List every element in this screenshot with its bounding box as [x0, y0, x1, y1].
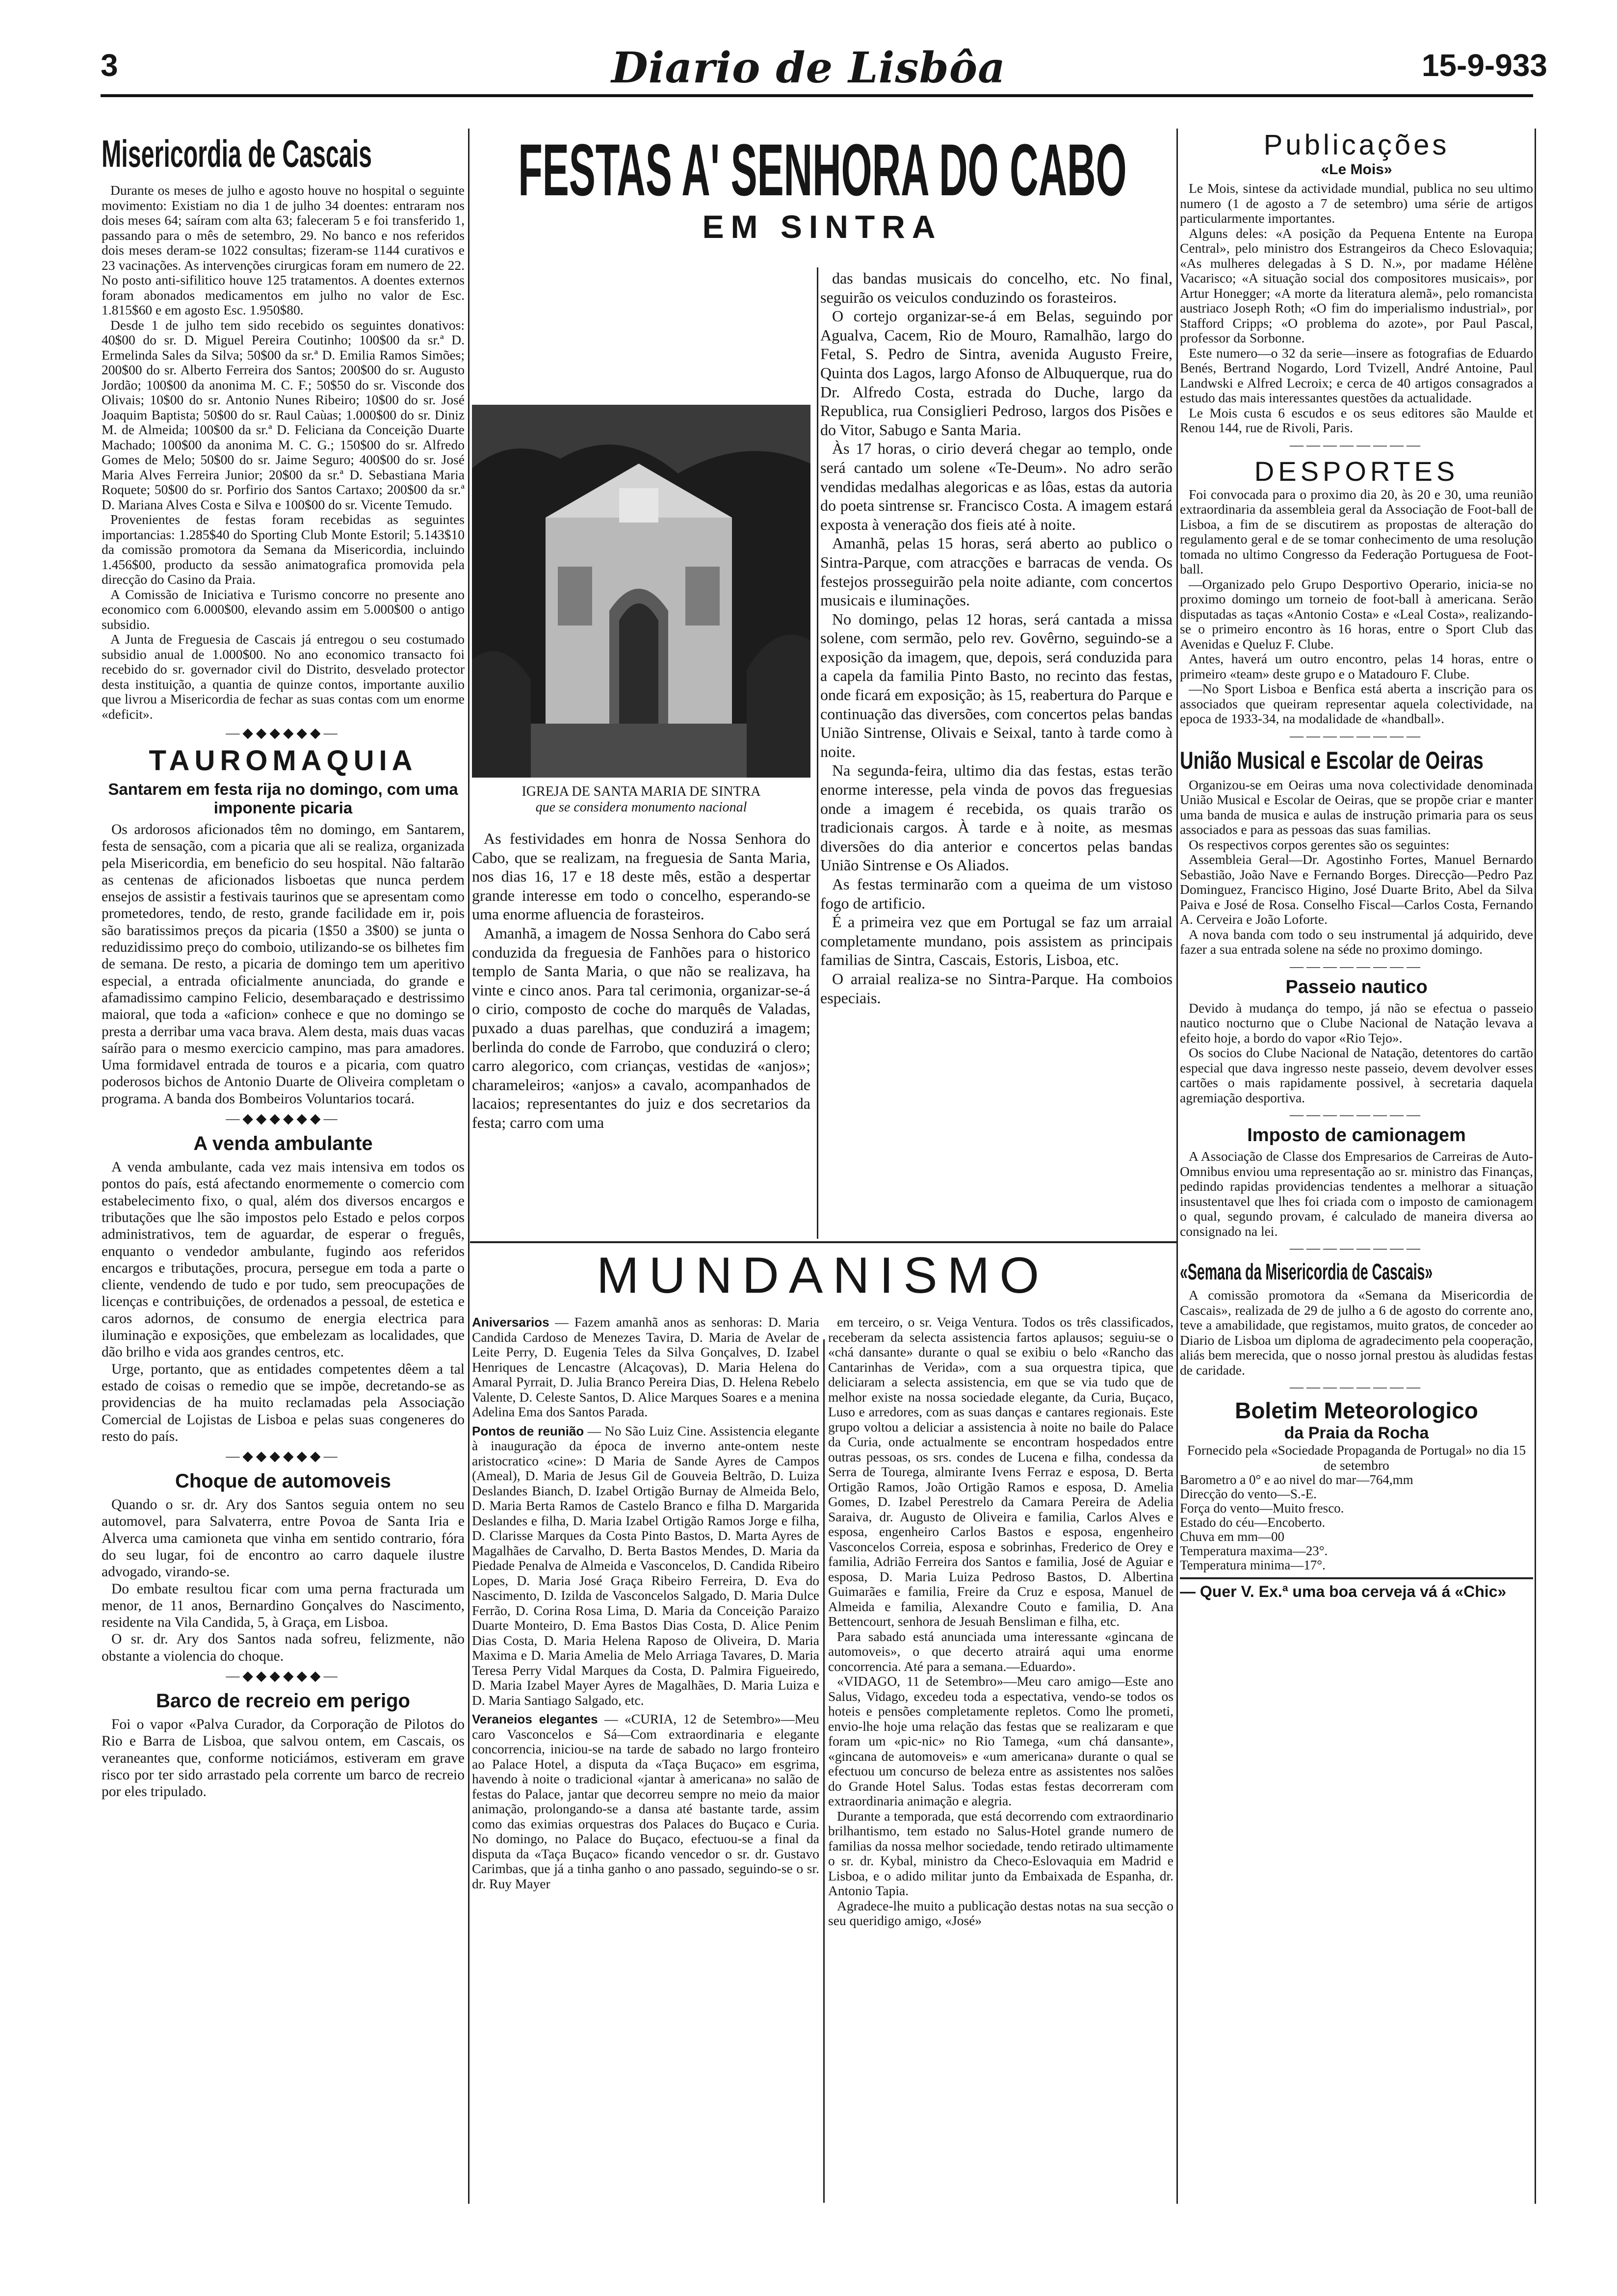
caption-title: IGREJA DE SANTA MARIA DE SINTRA	[522, 784, 761, 799]
article-paragraph: Urge, portanto, que as entidades competentes dêem a tal estado de coisas o remedio que se impõe, decretando-se as providencias de ha muito reclamadas pela Associação Comercial de Lojistas de Lisboa e pelas suas congeneres do resto do país.	[102, 1361, 465, 1444]
ornament-divider: ————————	[1290, 1380, 1423, 1395]
article-paragraph: Na segunda-feira, ultimo dia das festas, estas terão enorme interesse, pela vinda de povos das freguesias onde a imagem é recebida, os quais trarão os tradicionais cargos. À tarde e à noite, as mesmas diversões do dia anterior e concertos pelas bandas União Sintrense e Os Aliados.	[820, 761, 1173, 874]
article-paragraph: Le Mois, sintese da actividade mundial, publica no seu ultimo numero (1 de agosto a 7 de setembro) uma série de artigos particularmente importantes.	[1180, 181, 1533, 226]
mundanismo-item-head: Veraneios elegantes	[472, 1712, 598, 1726]
article-paragraph: As festas terminarão com a queima de um vistoso fogo de artificio.	[820, 875, 1173, 912]
photo-caption	[472, 784, 810, 815]
column-right	[1180, 129, 1533, 2204]
mundanismo-item-text: No São Luiz Cine. Assistencia elegante à inauguração da época de inverno ante-ontem neste aristocratico «cine»: D Maria de Sande Ayres de Campos (Ameal), D. Maria de Jesus Gil de Gouveia Beltrão, D. Luiza Deslandes Bianch, D. Izabel Ortigão Burnay de Almeida Belo, D. Maria Berta Ramos de Castelo Branco e filha D. Margarida Deslandes e filha, D. Maria Izabel Ortigão Ramos Jorge e filha, D. Clarisse Marques da Costa Pinto Bastos, D. Marta Ayres de Magalhães de Carvalho, D. Berta Bastos Mendes, D. Maria da Piedade Penalva de Almeida e Vasconcelos, D. Candida Ribeiro Lopes, D. Maria José Graça Ribeiro Ferreira, D. Eva do Nascimento, D. Izilda de Vasconcelos Salgado, D. Maria Dulce Ferrão, D. Corina Rosa Lima, D. Maria da Conceição Paraizo Duarte Monteiro, D. Ema Bastos Dias Costa, D. Alice Penim Dias Costa, D. Maria Helena Raposo de Oliveira, D. Maria Maxima e D. Maria Amelia de Melo Arriaga Tavares, D. Maria Teresa Perry Vidal Marques da Costa, D. Palmira Figueiredo, D. Maria Izabel Mayer Ayres de Magalhães, D. Maria Luiza e D. Maria Santiago Salgado, etc.	[472, 1423, 819, 1708]
column-rule	[1176, 129, 1178, 2204]
article-paragraph: A nova banda com todo o seu instrumental já adquirido, deve fazer a sua entrada solene na séde no proximo domingo.	[1180, 926, 1533, 957]
ornament-divider: —◆◆◆◆◆◆—	[226, 1669, 340, 1684]
headline-boletim: Boletim Meteorologico	[1235, 1398, 1478, 1423]
article-paragraph: —Organizado pelo Grupo Desportivo Operario, inicia-se no proximo domingo um torneio de foot-ball à americana. Serão disputadas as taças «Antonio Costa» e «Leal Costa», realizando-se o primeiro encontro às 16 horas, entre o Sport Club das Avenidas e Queluz F. Clube.	[1180, 576, 1533, 652]
article-paragraph: Foi o vapor «Palva Curador, da Corporação de Pilotos do Rio e Barra de Lisboa, que salvou ontem, em Cascais, os veraneantes que, conforme noticiámos, estiveram em grave risco por ter sido arrastado pela corrente um barco de recreio por eles tripulado.	[102, 1717, 465, 1800]
article-paragraph: Amanhã, a imagem de Nossa Senhora do Cabo será conduzida da freguesia de Fanhões para o historico templo de Santa Maria, o que não se realizava, ha vinte e cinco anos. Para tal cerimonia, organizar-se-á o cirio, composto de coche do marquês de Valadas, puxado a duas parelhas, que conduzirá a imagem; berlinda do conde de Farrobo, que conduzirá o clero; carro alegorico, com crianças, vestidas de «anjos»; charameleiros; «anjos» a cavalo, acompanhados de lacaios; representantes do juiz e dos secretarios da festa; carro com uma	[472, 924, 810, 1131]
headline-publicacoes: Publicações	[1263, 129, 1450, 161]
mundanismo-item-head: Pontos de reunião	[472, 1423, 584, 1438]
ornament-divider: —◆◆◆◆◆◆—	[226, 726, 340, 741]
article-paragraph: A venda ambulante, cada vez mais intensiva em todos os pontos do país, está afectando enormemente o comercio com estabelecimento fixo, o qual, além dos diversos encargos e tributações que lhe são impostos pelo Estado e pelos corpos administrativos, tem de aguardar, de esperar o freguês, enquanto o vendedor ambulante, fugindo aos referidos encargos e tributações, procura, persegue em toda a parte o cliente, vendendo de tudo e por tudo, sem preocupações de licenças e contribuições, de ordenados a pessoal, de estetica e caros adornos, de consumo de energia electrica para iluminação e exposições, que embelezam as localidades, que dão brilho e vida aos grandes centros, etc.	[102, 1159, 465, 1360]
headline-passeio-nautico: Passeio nautico	[1285, 976, 1428, 997]
article-paragraph: A Junta de Freguesia de Cascais já entregou o seu costumado subsidio anual de 1.000$00. No ano economico transacto foi recebido do sr. governador civil do Distrito, desvelado protector desta instituição, a quantia de quinze contos, importante auxilio que livrou a Misericordia de fechar as suas contas com um enorme «deficit».	[102, 631, 465, 722]
headline-choque: Choque de automoveis	[175, 1470, 391, 1492]
mundanismo-item: Aniversarios — Fazem amanhã anos as senhoras: D. Maria Candida Cardoso de Menezes Tavira, D. Maria de Avelar de Leite Perry, D. Eugenia Teles da Silva Gonçalves, D. Izabel Henriques de Lencastre (Alcaçovas), D. Maria Helena do Amaral Pyrrait, D. Julia Branco Pereira Dias, D. Helena Rebelo Valente, D. Celeste Santos, D. Alice Marques Soares e a menina Adelina Ema dos Santos Parada.	[472, 1315, 819, 1419]
article-paragraph: A Comissão de Iniciativa e Turismo concorre no presente ano economico com 6.000$00, elevando assim em 5.000$00 o antigo subsidio.	[102, 586, 465, 632]
headline-venda-ambulante: A venda ambulante	[193, 1133, 373, 1155]
headline-tauromaquia: TAUROMAQUIA	[149, 745, 417, 777]
article-paragraph: É a primeira vez que em Portugal se faz um arraial completamente mundano, pois assistem as principais familias de Sintra, Cascais, Estoris, Lisboa, etc.	[820, 913, 1173, 969]
article-paragraph: No domingo, pelas 12 horas, será cantada a missa solene, com sermão, pelo rev. Govêrno, seguindo-se a exposição da imagem, que, depois, será conduzida para a capela da familia Pinto Basto, no recinto das festas, onde ficará em exposição; às 15, reabertura do Parque e continuação das diversões, com concertos pelas bandas União Sintrense, Olivais e Seixal, tanto à tarde como à noite.	[820, 610, 1173, 760]
issue-date: 15-9-933	[1421, 48, 1547, 83]
boletim-line: Chuva em mm—00	[1180, 1529, 1284, 1544]
mundanismo-section	[472, 1246, 1174, 1305]
column-rule	[823, 1339, 825, 2203]
boletim-line: Barometro a 0° e ao nivel do mar—764,mm	[1180, 1472, 1413, 1487]
caption-subtitle: que se considera monumento nacional	[535, 800, 747, 815]
article-paragraph: A comissão promotora da «Semana da Misericordia de Cascais», realizada de 29 de julho a 6 de agosto do corrente ano, teve a amabilidade, que registamos, muito gratos, de conceder ao Diario de Lisboa um diploma de agradecimento pela cooperação, aliás bem merecida, que o nosso jornal prestou às aludidas festas de caridade.	[1180, 1287, 1533, 1378]
mundanismo-item-text: Fazem amanhã anos as senhoras: D. Maria Candida Cardoso de Menezes Tavira, D. Maria de Avelar de Leite Perry, D. Eugenia Teles da Silva Gonçalves, D. Izabel Henriques de Lencastre (Alcaçovas), D. Maria Helena do Amaral Pyrrait, D. Julia Branco Pereira Dias, D. Helena Rebelo Valente, D. Celeste Santos, D. Alice Marques Soares e a menina Adelina Ema dos Santos Parada.	[472, 1315, 819, 1419]
article-paragraph: Para sabado está anunciada uma interessante «gincana de automoveis», o que decerto atrairá aqui uma enorme concorrencia. Até para a semana.—Eduardo».	[828, 1628, 1174, 1674]
article-paragraph: Desde 1 de julho tem sido recebido os seguintes donativos: 40$00 do sr. D. Miguel Pereira Coutinho; 100$00 da sr.ª D. Ermelinda Sales da Silva; 50$00 da sr.ª D. Emilia Ramos Simões; 200$00 do sr. Alberto Ferreira dos Santos; 200$00 do sr. Augusto Jordão; 100$00 da anonima M. C. F.; 50$50 do sr. Visconde dos Olivais; 10$00 do sr. Antonio Nunes Ribeiro; 10$00 do sr. José Joaquim Baptista; 50$00 do sr. Raul Caùas; 1.000$00 do sr. Diniz M. de Almeida; 100$00 da sr.ª D. Feliciana da Conceição Duarte Machado; 100$00 da anonima M. C. G.; 150$00 do sr. Alfredo Gomes de Melo; 50$00 do sr. Jaime Segurо; 400$00 do sr. José Maria Alves Ferreira Junior; 20$00 da sr.ª D. Sebastiana Maria Roquete; 50$00 do sr. Porfirio dos Santos Cartaxo; 200$00 da sr.ª D. Mariana Alves Costa e Silva e 100$00 do sr. Vicente Temudo.	[102, 317, 465, 512]
article-paragraph: Devido à mudança do tempo, já não se efectua o passeio nautico nocturno que o Clube Nacional de Natação levava a efeito hoje, a bordo do vapor «Rio Tejo».	[1180, 1000, 1533, 1045]
article-paragraph: Alguns deles: «A posição da Pequena Entente na Europa Central», pelo ministro dos Estrangeiros da Checo Eslovaquia; «As mulheres delegadas à S D. N.», por madame Hélène Vacarisco; «A situação social dos compositores musicais», por Artur Honegger; «A morte da literatura alemã», pelo romancista austriaco Joseph Roth; «O fim do imperialismo industrial», por Stafford Cripps; «O problema do azote», por Paul Pascal, professor da Sorbonne.	[1180, 225, 1533, 345]
headline-semana-misericordia: «Semana da Misericordia de Cascais»	[1180, 1259, 1433, 1284]
masthead-rule	[101, 94, 1533, 97]
article-paragraph: Os respectivos corpos gerentes são os seguintes:	[1189, 836, 1450, 852]
article-paragraph: em terceiro, o sr. Veiga Ventura. Todos os três classificados, receberam da selecta assistencia fartos aplausos; seguiu-se o «chá dansante» durante o qual se exibiu o belo «Rancho das Cantarinhas de Verida», com a sua orquestra tipica, que deliciaram a selecta assistencia, em que se via tudo que de melhor existe na nossa sociedade elegante, da Curia, Buçaco, Luso e arredores, com as suas danças e cantares regionais. Este grupo voltou a deliciar a assistencia à noite no baile do Palace da Curia, onde actualmente se encontram hospedados entre outras pessoas, os srs. condes de Lucena e filha, condessa da Serra de Tourega, almirante Ivens Ferraz e esposa, D. Berta Ortigão Ramos, João Ortigão Ramos e esposa, D. Amelia Gomes, D. Izabel Perestrelo da Camara Pereira de Adelia Saraiva, dr. Augusto de Oliveira e familia, Carlos Alves e esposa, engenheiro Carlos Bastos e esposa, engenheiro Vasconcelos Correia, esposa e sobrinhas, Frederico de Orey e familia, Adrião Ferreira dos Santos e familia, José de Aguiar e esposa, D. Maria Luiza Pedroso Bastos, D. Albertina Guimarães e familia, Freire da Cruz e esposa, Manuel de Almeida e familia, Alexandre Couto e familia, D. Ana Bettencourt, senhora de Jesuah Bensliman e filha, etc.	[828, 1315, 1174, 1629]
article-paragraph: Provenientes de festas foram recebidas as seguintes importancias: 1.285$40 do Sporting Club Monte Estoril; 5.143$10 da comissão promotora da Semana da Misericordia, incluindo 1.456$00, producto da sessão animatografica promovida pela direcção do Casino da Praia.	[102, 512, 465, 587]
article-paragraph: Os socios do Clube Nacional de Natação, detentores do cartão especial que dava ingresso neste passeio, devem devolver esses cartões o mais rapidamente possivel, à secretaria daquela agremiação desportiva.	[1180, 1045, 1533, 1105]
article-paragraph: Este numero—o 32 da serie—insere as fotografias de Eduardo Benés, Bertrand Nogardo, Lord Tvizell, André Antoine, Paul Landwski e Alfred Lecroix; e cerca de 40 artigos consagrados a estudo das mais interessantes questões da actualidade.	[1180, 345, 1533, 405]
boletim-line: Estado do céu—Encoberto.	[1180, 1515, 1326, 1530]
section-rule	[470, 1241, 1176, 1243]
article-paragraph: Durante a temporada, que está decorrendo com extraordinario brilhantismo, tem estado no Salus-Hotel grande numero de familias da nossa melhor sociedade, tendo retirado ultimamente o sr. dr. Kybal, ministro da Checo-Eslovaquia em Madrid e Lisboa, e o adido militar junto da Embaixada de Espanha, dr. Antonio Tapia.	[828, 1808, 1174, 1898]
ornament-divider: —◆◆◆◆◆◆—	[226, 1111, 340, 1127]
mundanismo-column-b	[828, 1315, 1174, 2203]
subheadline-le-mois: «Le Mois»	[1321, 161, 1392, 178]
article-paragraph: Le Mois custa 6 escudos e os seus editores são Maulde et Renou 144, rue de Rivoli, Paris.	[1180, 405, 1533, 435]
mundanismo-item-head: Aniversarios	[472, 1315, 549, 1330]
article-paragraph: Agradece-lhe muito a publicação destas notas na sua secção o seu queridigo amigo, «José»	[828, 1898, 1174, 1928]
newspaper-title: Diario de Lisbôa	[611, 43, 1006, 93]
ornament-divider: ————————	[1290, 959, 1423, 974]
headline-uniao-musical: União Musical e Escolar de Oeiras	[1180, 746, 1484, 774]
masthead	[0, 0, 1617, 101]
church-photo	[472, 405, 810, 778]
ornament-divider: —◆◆◆◆◆◆—	[226, 1449, 340, 1464]
ornament-divider: ————————	[1290, 437, 1423, 453]
article-paragraph: O arraial realiza-se no Sintra-Parque. Ha comboios especiais.	[820, 969, 1173, 1007]
column-rule	[817, 267, 818, 1239]
boletim-line: Direcção do vento—S.-E.	[1180, 1487, 1317, 1501]
festas-banner	[470, 129, 1174, 245]
article-paragraph: das bandas musicais do concelho, etc. No final, seguirão os veiculos conduzindo os forasteiros.	[820, 269, 1173, 306]
headline-barco: Barco de recreio em perigo	[156, 1690, 410, 1712]
headline-desportes: DESPORTES	[1254, 455, 1459, 487]
boletim-line: Temperatura minima—17°.	[1180, 1558, 1326, 1572]
ornament-divider: ————————	[1290, 728, 1423, 744]
page-number: 3	[101, 48, 118, 83]
mundanismo-item: Pontos de reunião — No São Luiz Cine. Assistencia elegante à inauguração da época de inverno ante-ontem neste aristocratico «cine»: D Maria de Sande Ayres de Campos (Ameal), D. Maria de Jesus Gil de Gouveia Beltrão, D. Luiza Deslandes Bianch, D. Izabel Ortigão Burnay de Almeida Belo, D. Maria Berta Ramos de Castelo Branco e filha D. Margarida Deslandes e filha, D. Maria Izabel Ortigão Ramos Jorge e filha, D. Clarisse Marques da Costa Pinto Bastos, D. Marta Ayres de Magalhães de Carvalho, D. Berta Bastos Mendes, D. Maria da Piedade Penalva de Almeida e Vasconcelos, D. Candida Ribeiro Lopes, D. Maria José Graça Ribeiro Ferreira, D. Eva do Nascimento, D. Izilda de Vasconcelos Salgado, D. Maria Dulce Ferrão, D. Corina Rosa Lima, D. Maria da Conceição Paraizo Duarte Monteiro, D. Ema Bastos Dias Costa, D. Alice Penim Dias Costa, D. Maria Helena Raposo de Oliveira, D. Maria Maxima e D. Maria Amelia de Melo Arriaga Tavares, D. Maria Teresa Perry Vidal Marques da Costa, D. Palmira Figueiredo, D. Maria Izabel Mayer Ayres de Magalhães, D. Maria Luiza e D. Maria Santiago Salgado, etc.	[472, 1423, 819, 1708]
mundanismo-column-a	[472, 1315, 819, 2203]
article-paragraph: As festividades em honra de Nossa Senhora do Cabo, que se realizam, na freguesia de Santa Maria, nos dias 16, 17 e 18 deste mês, estão a despertar grande interesse em todo o concelho, esperando-se uma enorme afluencia de forasteiros.	[472, 830, 810, 923]
headline-festas: FESTAS A' SENHORA DO CABO	[518, 129, 1127, 211]
article-paragraph: O cortejo organizar-se-á em Belas, seguindo por Agualva, Cacem, Rio de Mouro, Ramalhão, largo do Fetal, S. Pedro de Sintra, avenida Augusto Freire, Quinta dos Lagos, largo Afonso de Albuquerque, rua do Dr. Alfredo Costa, estrada do Duche, largo da Republica, rua Consiglieri Pedroso, largos dos Pisões e do Vitor, Sabugo e Santa Maria.	[820, 307, 1173, 439]
headline-imposto: Imposto de camionagem	[1247, 1125, 1466, 1146]
church-photo-illustration	[472, 405, 810, 778]
headline-mundanismo: MUNDANISMO	[596, 1247, 1049, 1304]
column-rule	[468, 129, 469, 2204]
article-paragraph: Assembleia Geral—Dr. Agostinho Fortes, Manuel Bernardo Sebastião, João Nave e Fernando Borges. Direcção—Pedro Paz Dominguez, Francisco Higino, José Duarte Brito, Abel da Silva Paiva e José de Rosa. Conselho Fiscal—Carlos Costa, Fernando A. Cerveira e João Loforte.	[1180, 852, 1533, 927]
boletim-line: Temperatura maxima—23°.	[1180, 1543, 1328, 1558]
festas-column-a	[472, 829, 810, 1241]
article-paragraph: Durante os meses de julho e agosto houve no hospital o seguinte movimento: Existiam no dia 1 de julho 34 doentes: entraram nos dois meses 64; saíram com alta 63; faleceram 5 e foi transferido 1, passando para o mês de setembro, 29. No banco e nos referidos dois meses deram-se 1022 consultas; fizeram-se 1144 curativos e 23 vacinações. As intervenções cirurgicas foram em numero de 22. No posto anti-sifilitico houve 125 tratamentos. A doentes externos foram abonados medicamentos em julho no valor de Esc. 1.815$60 e em agosto Esc. 1.950$80.	[102, 183, 465, 317]
headline-em-sintra: EM SINTRA	[702, 209, 942, 245]
boletim-line: Força do vento—Muito fresco.	[1180, 1501, 1344, 1515]
subheadline-santarem: Santarem em festa rija no domingo, com uma imponente picaria	[108, 780, 458, 817]
article-paragraph: Antes, haverá um outro encontro, pelas 14 horas, entre o primeiro «team» deste grupo e o Matadouro F. Clube.	[1180, 651, 1533, 681]
article-paragraph: A Associação de Classe dos Empresarios de Carreiras de Auto-Omnibus enviou uma representação ao sr. ministro das Finanças, pedindo rapidas providencias tendentes a melhorar a situação insustentavel que lhes foi criada com o imposto de camionagem o qual, segundo provam, é calculado de maneira diversa ao consignado na lei.	[1180, 1148, 1533, 1239]
column-rule	[1535, 129, 1536, 2204]
article-paragraph: —No Sport Lisboa e Benfica está aberta a inscrição para os associados que queiram representar aquela colectividade, na epoca de 1933-34, na modalidade de «handball».	[1180, 681, 1533, 726]
subheadline-praia-rocha: da Praia da Rocha	[1284, 1424, 1429, 1442]
article-paragraph: Do embate resultou ficar com uma perna fracturada um menor, de 11 anos, Bernardino Gonçalves do Nascimento, residente na Vila Candida, 5, à Graça, em Lisboa.	[102, 1581, 465, 1631]
article-paragraph: Amanhã, pelas 15 horas, será aberto ao publico o Sintra-Parque, com atracções e barracas de venda. Os festejos prosseguirão pela noite adiante, com concertos musicais e iluminações.	[820, 534, 1173, 609]
boletim-intro: Fornecido pela «Sociedade Propaganda de Portugal» no dia 15 de setembro	[1187, 1442, 1526, 1473]
article-paragraph: Quando o sr. dr. Ary dos Santos seguia ontem no seu automovel, para Salvaterra, entre Povoa de Santa Iria e Alverca uma camioneta que vinha em sentido contrario, fóra do seu lugar, foi de encontro ao carro daquele ilustre advogado, virando-se.	[102, 1497, 465, 1580]
article-paragraph: «VIDAGO, 11 de Setembro»—Meu caro amigo—Este ano Salus, Vidago, excedeu toda a espectativa, vendo-se todos os hoteis e pensões completamente repletos. Como lhe prometi, envio-lhe hoje uma relação das festas que se realizaram e que foram um «pic-nic» no Rio Tamega, «um chá dansante», «gincana de automoveis» e «um americana» durante o qual se efectuou um concurso de beleza entre as assistentes nos salões do Grande Hotel Salus. Todas estas festas decorreram com extraordinaria animação e alegria.	[828, 1673, 1174, 1808]
article-paragraph: Os ardorosos aficionados têm no domingo, em Santarem, festa de sensação, com a picaria que ali se realiza, organizada pela Misericordia, em beneficio do seu hospital. Não faltarão as centenas de aficionados lisboetas que nunca perdem ensejos de assistir a festivais taurinos que se apresentam como prometedores, tendo, de resto, grande facilidade em ir, pois são baratissimos preços da picaria (1$50 a 3$00) se junta o reduzidissimo preço do comboio, utilizando-se os bilhetes fim de semana. De resto, a picaria de domingo tem um aperitivo especial, a entrada oficialmente anunciada, do grande e afamadissimo campino Felicio, desembaraçado e destrissimo maioral, que toda a «aficion» conhece e que no domingo se presta a derribar uma vaca brava. Alem desta, mais duas vacas saírão para o mesmo exercicio campino, mas para amadores. Uma formidavel entrada de touros e a picaria, com quatro poderosos bichos de Antonio Duarte de Oliveira completam o programa. A banda dos Bombeiros Voluntarios tocará.	[102, 822, 465, 1107]
column-left	[102, 129, 465, 2204]
article-paragraph: O sr. dr. Ary dos Santos nada sofreu, felizmente, não obstante a violencia do choque.	[102, 1631, 465, 1664]
mundanismo-item-text: «CURIA, 12 de Setembro»—Meu caro Vasconcelos e Sá—Com extraordinaria e elegante concorrencia, iniciou-se na tarde de sabado no largo fronteiro ao Palace Hotel, a disputa da «Taça Buçaco» em esgrima, havendo à noite o tradicional «jantar à americana» no salão de festas do Palace, jantar que decorreu sempre no meio da maior animação, prolongando-se a dansa até bastante tarde, assim como das eximias orquestras dos Palaces do Buçaco e Curia. No domingo, no Palace do Buçaco, efectuou-se a final da disputa da «Taça Buçaco» ficando vencedor o sr. dr. Gustavo Carimbas, que já a tinha ganho o ano passado, seguindo-se o sr. dr. Ruy Mayer	[472, 1711, 819, 1891]
advertisement-cerveja: — Quer V. Ex.ª uma boa cerveja vá á «Chic»	[1180, 1577, 1533, 1601]
headline-misericordia-cascais: Misericordia de Cascais	[102, 132, 372, 175]
ornament-divider: ————————	[1290, 1107, 1423, 1122]
article-paragraph: Organizou-se em Oeiras uma nova colectividade denominada União Musical e Escolar de Oeiras, que se propõe criar e manter uma banda de musica e aulas de instrução primaria para os seus associados e para as pessoas das suas familias.	[1180, 777, 1533, 837]
article-paragraph: Foi convocada para o proximo dia 20, às 20 e 30, uma reunião extraordinaria da assembleia geral da Associação de Foot-ball de Lisboa, a fim de se discutirem as propostas de alteração do regulamento geral e de se tomar conhecimento de uma resolução tomada no ultimo Congresso da Federação Portuguesa de Foot-ball.	[1180, 486, 1533, 576]
ornament-divider: ————————	[1290, 1241, 1423, 1256]
article-paragraph: Às 17 horas, o cirio deverá chegar ao templo, onde será cantado um solene «Te-Deum». No adro serão vendidas medalhas alegoricas e as lôas, estas da autoria do poeta sintrense sr. Francisco Costa. A imagem estará exposta à veneração dos fieis até à noite.	[820, 440, 1173, 533]
mundanismo-item: Veraneios elegantes — «CURIA, 12 de Setembro»—Meu caro Vasconcelos e Sá—Com extraordinaria e elegante concorrencia, iniciou-se na tarde de sabado no largo fronteiro ao Palace Hotel, a disputa da «Taça Buçaco» em esgrima, havendo à noite o tradicional «jantar à americana» no salão de festas do Palace, jantar que decorreu sempre no meio da maior animação, prolongando-se a dansa até bastante tarde, assim como das eximias orquestras dos Palaces do Buçaco e Curia. No domingo, no Palace do Buçaco, efectuou-se a final da disputa da «Taça Buçaco» ficando vencedor o sr. dr. Gustavo Carimbas, que já a tinha ganho o ano passado, seguindo-se o sr. dr. Ruy Mayer	[472, 1711, 819, 1891]
festas-column-b	[820, 269, 1173, 1241]
